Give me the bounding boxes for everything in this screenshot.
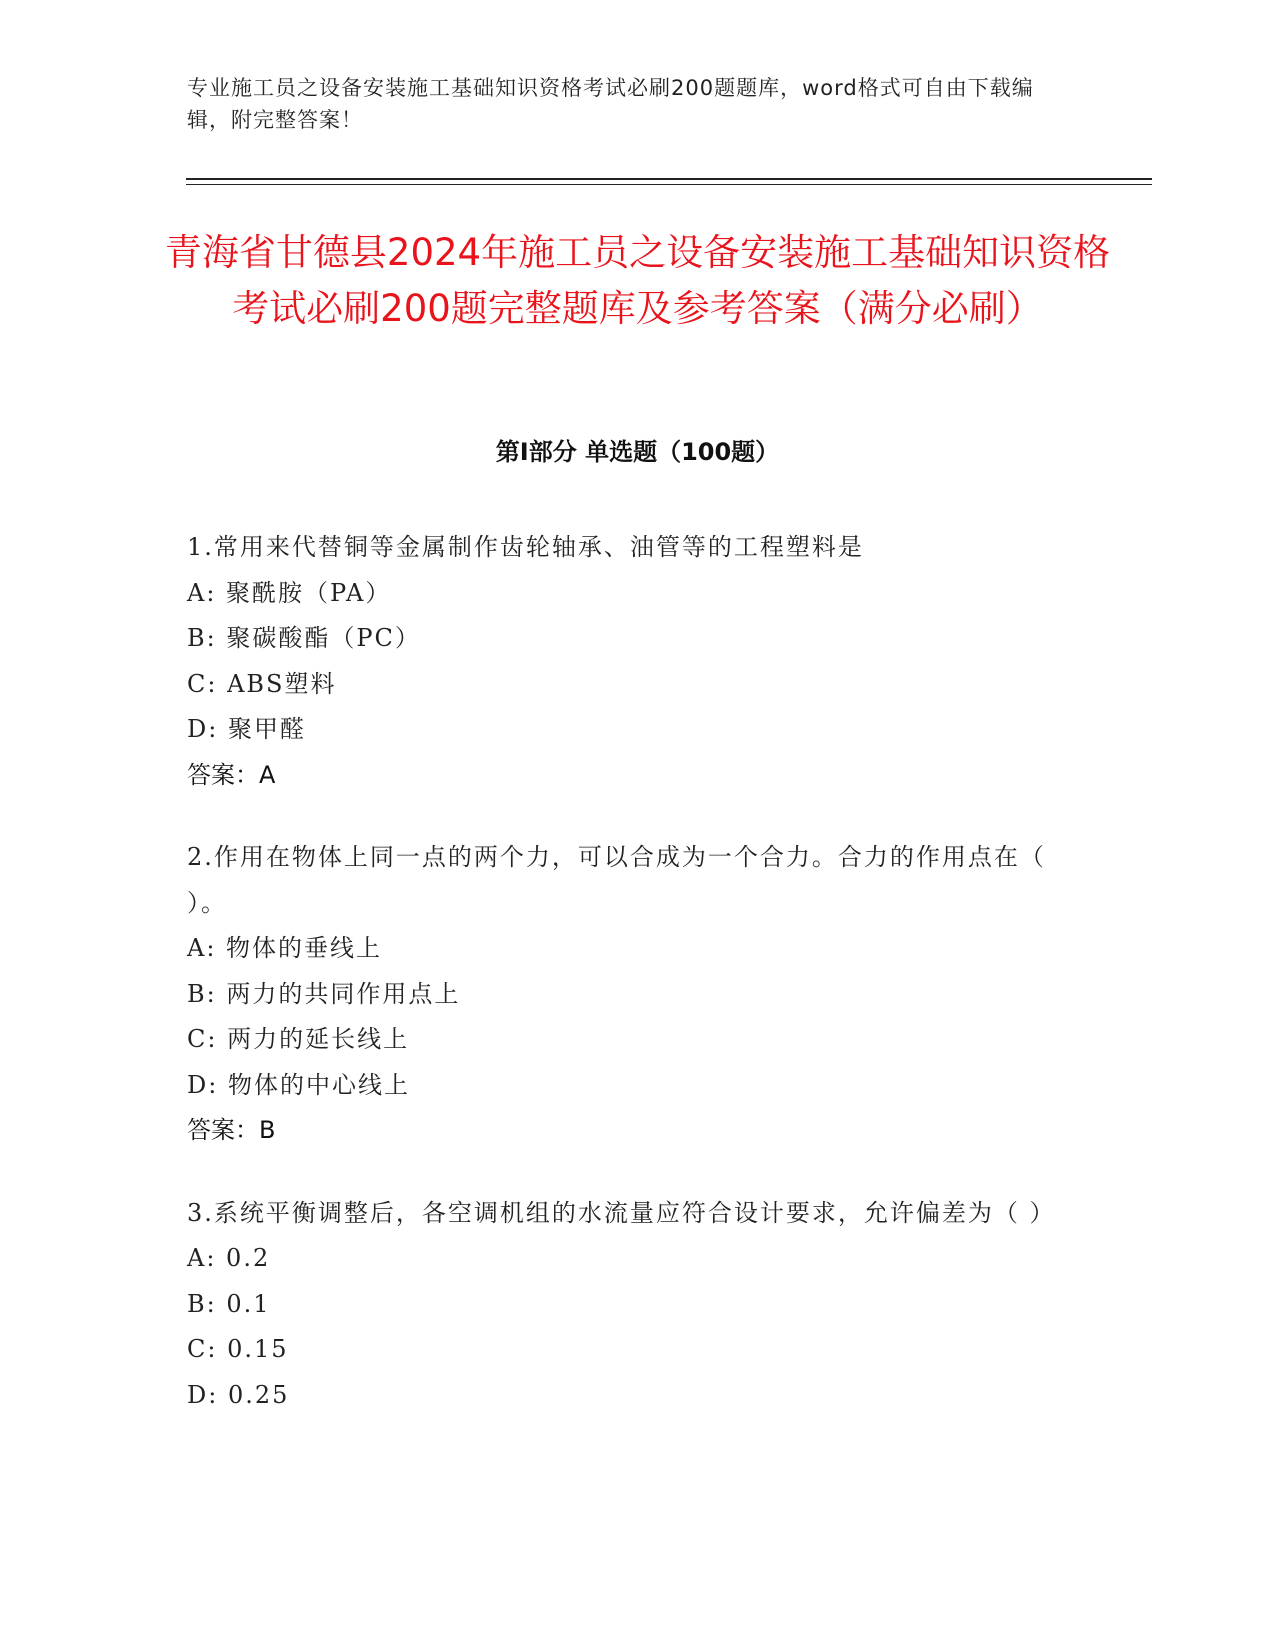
section-title: 第Ⅰ部分 单选题（100题） xyxy=(495,438,780,466)
question-list xyxy=(187,525,1067,1455)
option-b: B: 0.1 xyxy=(187,1289,271,1318)
question-3 xyxy=(187,1191,1067,1419)
option-a: A: 0.2 xyxy=(187,1244,271,1272)
question-stem: 3.系统平衡调整后，各空调机组的水流量应符合设计要求，允许偏差为（ ） xyxy=(187,1198,1056,1227)
option-d: D: 物体的中心线上 xyxy=(187,1070,410,1099)
answer-line: 答案：A xyxy=(187,760,276,789)
option-c: C: 两力的延长线上 xyxy=(187,1025,410,1053)
header-note: 专业施工员之设备安装施工基础知识资格考试必刷200题题库，word格式可自由下载编辑，附完整答案！ xyxy=(187,76,1034,132)
question-2 xyxy=(187,835,1067,1154)
answer-line: 答案：B xyxy=(187,1116,276,1144)
option-b: B: 两力的共同作用点上 xyxy=(187,979,461,1008)
header-rule-thick xyxy=(186,178,1152,180)
option-c: C: ABS塑料 xyxy=(187,669,337,698)
document-title: 青海省甘德县2024年施工员之设备安装施工基础知识资格考试必刷200题完整题库及参考答案（满分必刷） xyxy=(164,231,1111,330)
option-d: D: 0.25 xyxy=(187,1380,290,1409)
option-c: C: 0.15 xyxy=(187,1335,289,1363)
question-stem: 1.常用来代替铜等金属制作齿轮轴承、油管等的工程塑料是 xyxy=(187,533,864,561)
option-a: A: 聚酰胺（PA） xyxy=(187,578,392,607)
option-a: A: 物体的垂线上 xyxy=(187,934,383,962)
header-rule-thin xyxy=(186,184,1152,185)
question-stem: 2.作用在物体上同一点的两个力，可以合成为一个合力。合力的作用点在（ ）。 xyxy=(187,843,1046,917)
option-b: B: 聚碳酸酯（PC） xyxy=(187,624,421,652)
question-1 xyxy=(187,525,1067,798)
option-d: D: 聚甲醛 xyxy=(187,715,306,743)
